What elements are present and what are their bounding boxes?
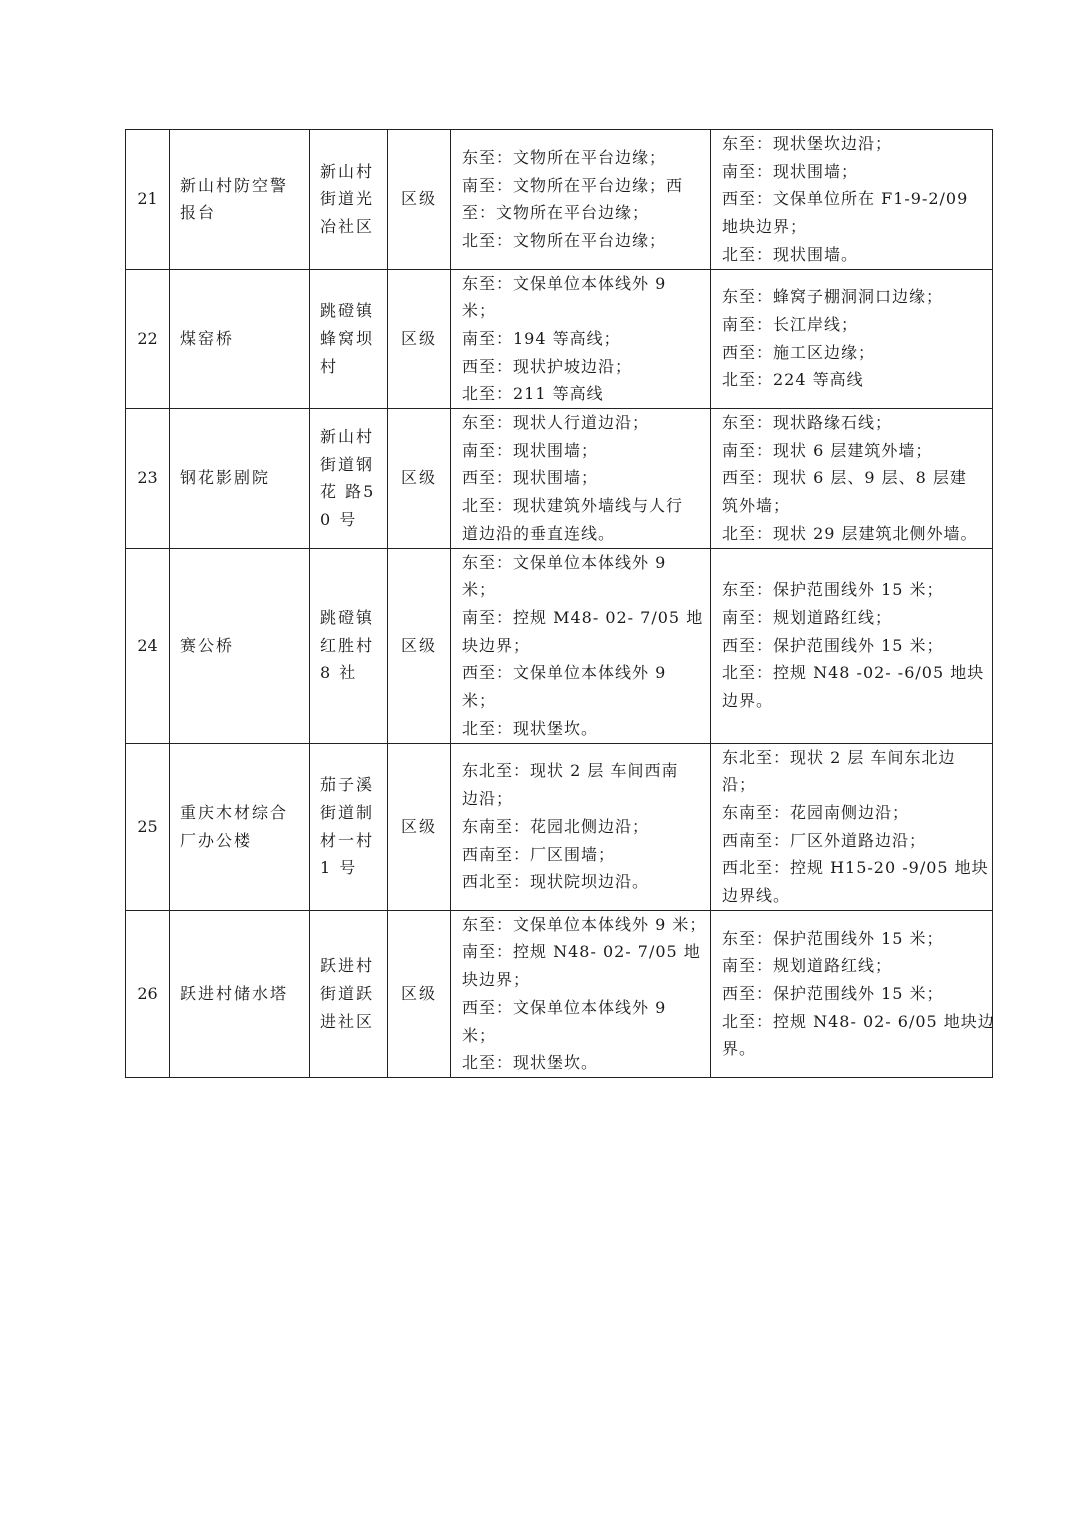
protection-range-line: 至：文物所在平台边缘；	[462, 203, 650, 223]
site-name: 赛公桥	[170, 548, 310, 743]
protection-range-line: 南至：194 等高线；	[462, 328, 621, 348]
site-name: 跃进村储水塔	[170, 910, 310, 1077]
protection-range-line: 南至：控规 M48- 02- 7/05 地	[462, 607, 704, 627]
protection-range-line: 南至：文物所在平台边缘；西	[462, 175, 684, 195]
control-zone-line: 边界。	[722, 691, 774, 711]
control-zone-cell	[711, 743, 993, 910]
site-name: 钢花影剧院	[170, 409, 310, 549]
protection-range-cell	[451, 548, 711, 743]
protection-range-cell	[451, 910, 711, 1077]
site-name: 重庆木材综合厂办公楼	[170, 743, 310, 910]
protection-range-line: 米；	[462, 580, 497, 600]
protection-range-cell	[451, 743, 711, 910]
protection-range-line: 南至：控规 N48- 02- 7/05 地	[462, 942, 701, 962]
site-location: 跃进村街道跃进社区	[310, 910, 388, 1077]
protection-range-line: 块边界；	[462, 635, 531, 655]
control-zone-line: 北至：224 等高线	[722, 370, 864, 390]
table-body	[126, 130, 993, 1078]
control-zone-line: 东至：蜂窝子棚洞洞口边缘；	[722, 287, 944, 307]
protection-range-line: 西至：现状围墙；	[462, 468, 599, 488]
site-location: 跳磴镇红胜村8 社	[310, 548, 388, 743]
control-zone-line: 南至：规划道路红线；	[722, 956, 893, 976]
protection-range-line: 边沿；	[462, 789, 514, 809]
protection-level: 区级	[388, 269, 451, 409]
control-zone-line: 筑外墙；	[722, 496, 791, 516]
row-number: 26	[126, 910, 170, 1077]
control-zone-line: 南至：规划道路红线；	[722, 607, 893, 627]
control-zone-line: 东北至：现状 2 层 车间东北边	[722, 747, 956, 767]
site-location: 新山村街道钢花 路50 号	[310, 409, 388, 549]
row-number: 23	[126, 409, 170, 549]
protection-level: 区级	[388, 130, 451, 270]
control-zone-line: 西至：现状 6 层、9 层、8 层建	[722, 468, 967, 488]
protection-range-line: 东至：文保单位本体线外 9	[462, 273, 667, 293]
protection-range-line: 东至：文保单位本体线外 9 米；	[462, 914, 707, 934]
protection-range-line: 西至：现状护坡边沿；	[462, 356, 633, 376]
protection-range-line: 米；	[462, 691, 497, 711]
control-zone-cell	[711, 548, 993, 743]
control-zone-line: 南至：长江岸线；	[722, 315, 859, 335]
protection-range-line: 东至：现状人行道边沿；	[462, 413, 650, 433]
control-zone-line: 南至：现状 6 层建筑外墙；	[722, 440, 933, 460]
table-row	[126, 743, 993, 910]
table-row	[126, 130, 993, 270]
protection-range-line: 东至：文保单位本体线外 9	[462, 552, 667, 572]
row-number: 24	[126, 548, 170, 743]
protection-range-cell	[451, 269, 711, 409]
site-name: 新山村防空警报台	[170, 130, 310, 270]
control-zone-line: 北至：现状 29 层建筑北侧外墙。	[722, 523, 978, 543]
control-zone-line: 西至：保护范围线外 15 米；	[722, 984, 944, 1004]
protection-range-line: 北至：现状建筑外墙线与人行	[462, 496, 684, 516]
table-row	[126, 548, 993, 743]
protection-range-line: 西至：文保单位本体线外 9	[462, 663, 667, 683]
control-zone-cell	[711, 269, 993, 409]
protection-range-line: 块边界；	[462, 970, 531, 990]
protection-range-line: 东至：文物所在平台边缘；	[462, 147, 667, 167]
control-zone-line: 西至：保护范围线外 15 米；	[722, 635, 944, 655]
table-row	[126, 269, 993, 409]
control-zone-line: 南至：现状围墙；	[722, 161, 859, 181]
site-name: 煤窑桥	[170, 269, 310, 409]
row-number: 22	[126, 269, 170, 409]
control-zone-line: 界。	[722, 1039, 757, 1059]
control-zone-line: 东至：保护范围线外 15 米；	[722, 580, 944, 600]
control-zone-line: 东至：保护范围线外 15 米；	[722, 928, 944, 948]
protection-level: 区级	[388, 910, 451, 1077]
control-zone-line: 东至：现状堡坎边沿；	[722, 134, 893, 153]
protection-range-line: 西南至：厂区围墙；	[462, 844, 616, 864]
protection-range-line: 米；	[462, 301, 497, 321]
control-zone-line: 西至：施工区边缘；	[722, 342, 876, 362]
row-number: 25	[126, 743, 170, 910]
control-zone-line: 西北至：控规 H15-20 -9/05 地块	[722, 858, 989, 878]
control-zone-line: 边界线。	[722, 886, 791, 906]
protection-range-line: 东南至：花园北侧边沿；	[462, 816, 650, 836]
protection-range-cell	[451, 130, 711, 270]
protection-range-line: 西至：文保单位本体线外 9	[462, 997, 667, 1017]
control-zone-line: 北至：控规 N48- 02- 6/05 地块边	[722, 1011, 995, 1031]
control-zone-line: 北至：控规 N48 -02- -6/05 地块	[722, 663, 985, 683]
protection-range-line: 北至：211 等高线	[462, 384, 604, 404]
control-zone-line: 北至：现状围墙。	[722, 244, 859, 264]
site-location: 跳磴镇蜂窝坝村	[310, 269, 388, 409]
protection-range-cell	[451, 409, 711, 549]
control-zone-cell	[711, 130, 993, 270]
protection-level: 区级	[388, 409, 451, 549]
control-zone-cell	[711, 409, 993, 549]
protection-range-line: 南至：现状围墙；	[462, 440, 599, 460]
table-row	[126, 910, 993, 1077]
protection-range-line: 道边沿的垂直连线。	[462, 523, 616, 543]
control-zone-line: 东南至：花园南侧边沿；	[722, 802, 910, 822]
protection-level: 区级	[388, 743, 451, 910]
table-row	[126, 409, 993, 549]
heritage-table	[125, 129, 993, 1078]
protection-range-line: 北至：现状堡坎。	[462, 718, 599, 738]
control-zone-line: 地块边界；	[722, 217, 808, 237]
control-zone-line: 西南至：厂区外道路边沿；	[722, 830, 927, 850]
protection-range-line: 北至：现状堡坎。	[462, 1053, 599, 1073]
protection-level: 区级	[388, 548, 451, 743]
control-zone-cell	[711, 910, 993, 1077]
row-number: 21	[126, 130, 170, 270]
protection-range-line: 东北至：现状 2 层 车间西南	[462, 761, 679, 781]
protection-range-line: 米；	[462, 1025, 497, 1045]
protection-range-line: 西北至：现状院坝边沿。	[462, 872, 650, 892]
protection-range-line: 北至：文物所在平台边缘；	[462, 230, 667, 250]
site-location: 新山村街道光冶社区	[310, 130, 388, 270]
control-zone-line: 东至：现状路缘石线；	[722, 413, 893, 433]
control-zone-line: 沿；	[722, 775, 757, 795]
site-location: 茄子溪街道制材一村1 号	[310, 743, 388, 910]
control-zone-line: 西至：文保单位所在 F1-9-2/09	[722, 189, 969, 209]
